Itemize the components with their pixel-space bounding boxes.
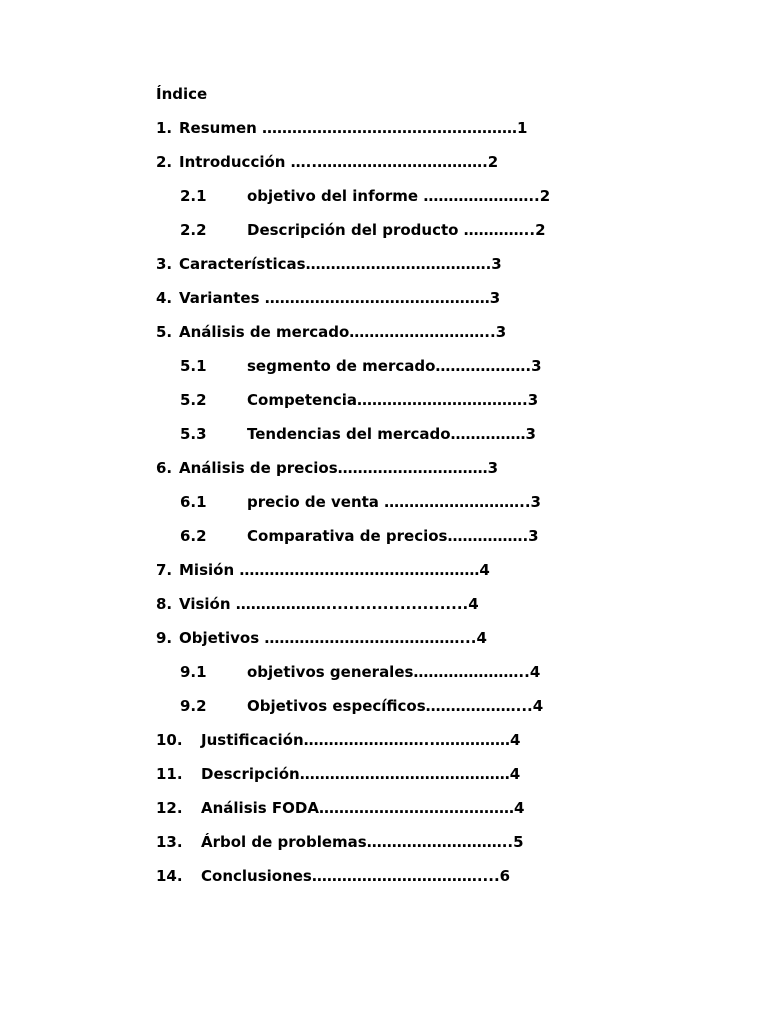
toc-entry-text: Análisis de mercado………………………..3 xyxy=(179,323,507,341)
toc-entry-text: Justificación……………………..……………4 xyxy=(201,731,521,749)
toc-entry xyxy=(156,866,550,900)
toc-entry-text: Descripción……………………………………4 xyxy=(201,765,521,783)
toc-entry xyxy=(156,458,550,492)
toc-entry xyxy=(156,764,550,798)
toc-entry-text: Objetivos específicos………………...4 xyxy=(247,697,544,715)
toc-entry-number: 10. xyxy=(156,731,183,749)
toc-entry xyxy=(156,832,550,866)
toc-entry-number: 1. xyxy=(156,119,173,137)
toc-entry xyxy=(156,594,550,628)
toc-entry-number: 5.1 xyxy=(180,357,207,375)
toc-entry-number: 8. xyxy=(156,595,173,613)
toc-entry-number: 9.1 xyxy=(180,663,207,681)
toc-entry-number: 4. xyxy=(156,289,173,307)
toc-entry-number: 9.2 xyxy=(180,697,207,715)
toc-entry-text: Comparativa de precios…………….3 xyxy=(247,527,539,545)
toc-entry-number: 5.2 xyxy=(180,391,207,409)
toc-entry xyxy=(156,424,550,458)
toc-entry-number: 2.1 xyxy=(180,187,207,205)
toc-entry-text: Misión …………………………………………4 xyxy=(179,561,490,579)
toc-entry xyxy=(156,322,550,356)
toc-entry-number: 6.2 xyxy=(180,527,207,545)
toc-entry xyxy=(156,628,550,662)
toc-entry-text: objetivos generales…………………..4 xyxy=(247,663,541,681)
toc-entry-number: 2.2 xyxy=(180,221,207,239)
toc-entry-text: Características……………………………….3 xyxy=(179,255,502,273)
toc-entry xyxy=(156,526,550,560)
toc-entry-number: 5.3 xyxy=(180,425,207,443)
toc-entry-text: precio de venta ………………………..3 xyxy=(247,493,541,511)
toc-entry-text: Variantes ………………………………………3 xyxy=(179,289,501,307)
toc-entry xyxy=(156,118,550,152)
toc-entry-number: 11. xyxy=(156,765,183,783)
toc-entry-number: 9. xyxy=(156,629,173,647)
toc-entry-text: Resumen ……………………………………………1 xyxy=(179,119,528,137)
toc-entry xyxy=(156,730,550,764)
toc-entry-number: 14. xyxy=(156,867,183,885)
toc-entry xyxy=(156,492,550,526)
toc-entry-number: 5. xyxy=(156,323,173,341)
toc-entry-text: objetivo del informe …………………..2 xyxy=(247,187,551,205)
toc-entry-text: Descripción del producto …………..2 xyxy=(247,221,546,239)
toc-entry-text: segmento de mercado……………….3 xyxy=(247,357,542,375)
toc-entry-text: Tendencias del mercado……………3 xyxy=(247,425,536,443)
toc-entry-number: 7. xyxy=(156,561,173,579)
toc-entry xyxy=(156,152,550,186)
toc-entry-number: 6.1 xyxy=(180,493,207,511)
toc-list xyxy=(156,118,550,900)
toc-entry-text: Introducción …..…………………………….2 xyxy=(179,153,499,171)
toc-entry-number: 13. xyxy=(156,833,183,851)
toc-entry-text: Árbol de problemas………………………..5 xyxy=(201,833,524,851)
toc-entry xyxy=(156,356,550,390)
toc-entry xyxy=(156,662,550,696)
toc-entry xyxy=(156,798,550,832)
toc-entry xyxy=(156,560,550,594)
toc-entry-text: Visión ……………….........................4 xyxy=(179,595,479,613)
toc-entry xyxy=(156,220,550,254)
toc-entry-text: Conclusiones……………………………....6 xyxy=(201,867,511,885)
toc-entry-number: 6. xyxy=(156,459,173,477)
toc-entry-text: Objetivos …………………………………...4 xyxy=(179,629,487,647)
toc-entry-number: 3. xyxy=(156,255,173,273)
toc-entry xyxy=(156,390,550,424)
toc-entry-text: Análisis de precios…………………………3 xyxy=(179,459,499,477)
toc-entry xyxy=(156,288,550,322)
toc-title: Índice xyxy=(156,85,208,103)
toc-entry xyxy=(156,186,550,220)
toc-entry-number: 12. xyxy=(156,799,183,817)
toc-entry-text: Análisis FODA…………………………………4 xyxy=(201,799,525,817)
toc-entry xyxy=(156,696,550,730)
toc-entry-text: Competencia…………………………….3 xyxy=(247,391,539,409)
toc-entry xyxy=(156,254,550,288)
toc-entry-number: 2. xyxy=(156,153,173,171)
